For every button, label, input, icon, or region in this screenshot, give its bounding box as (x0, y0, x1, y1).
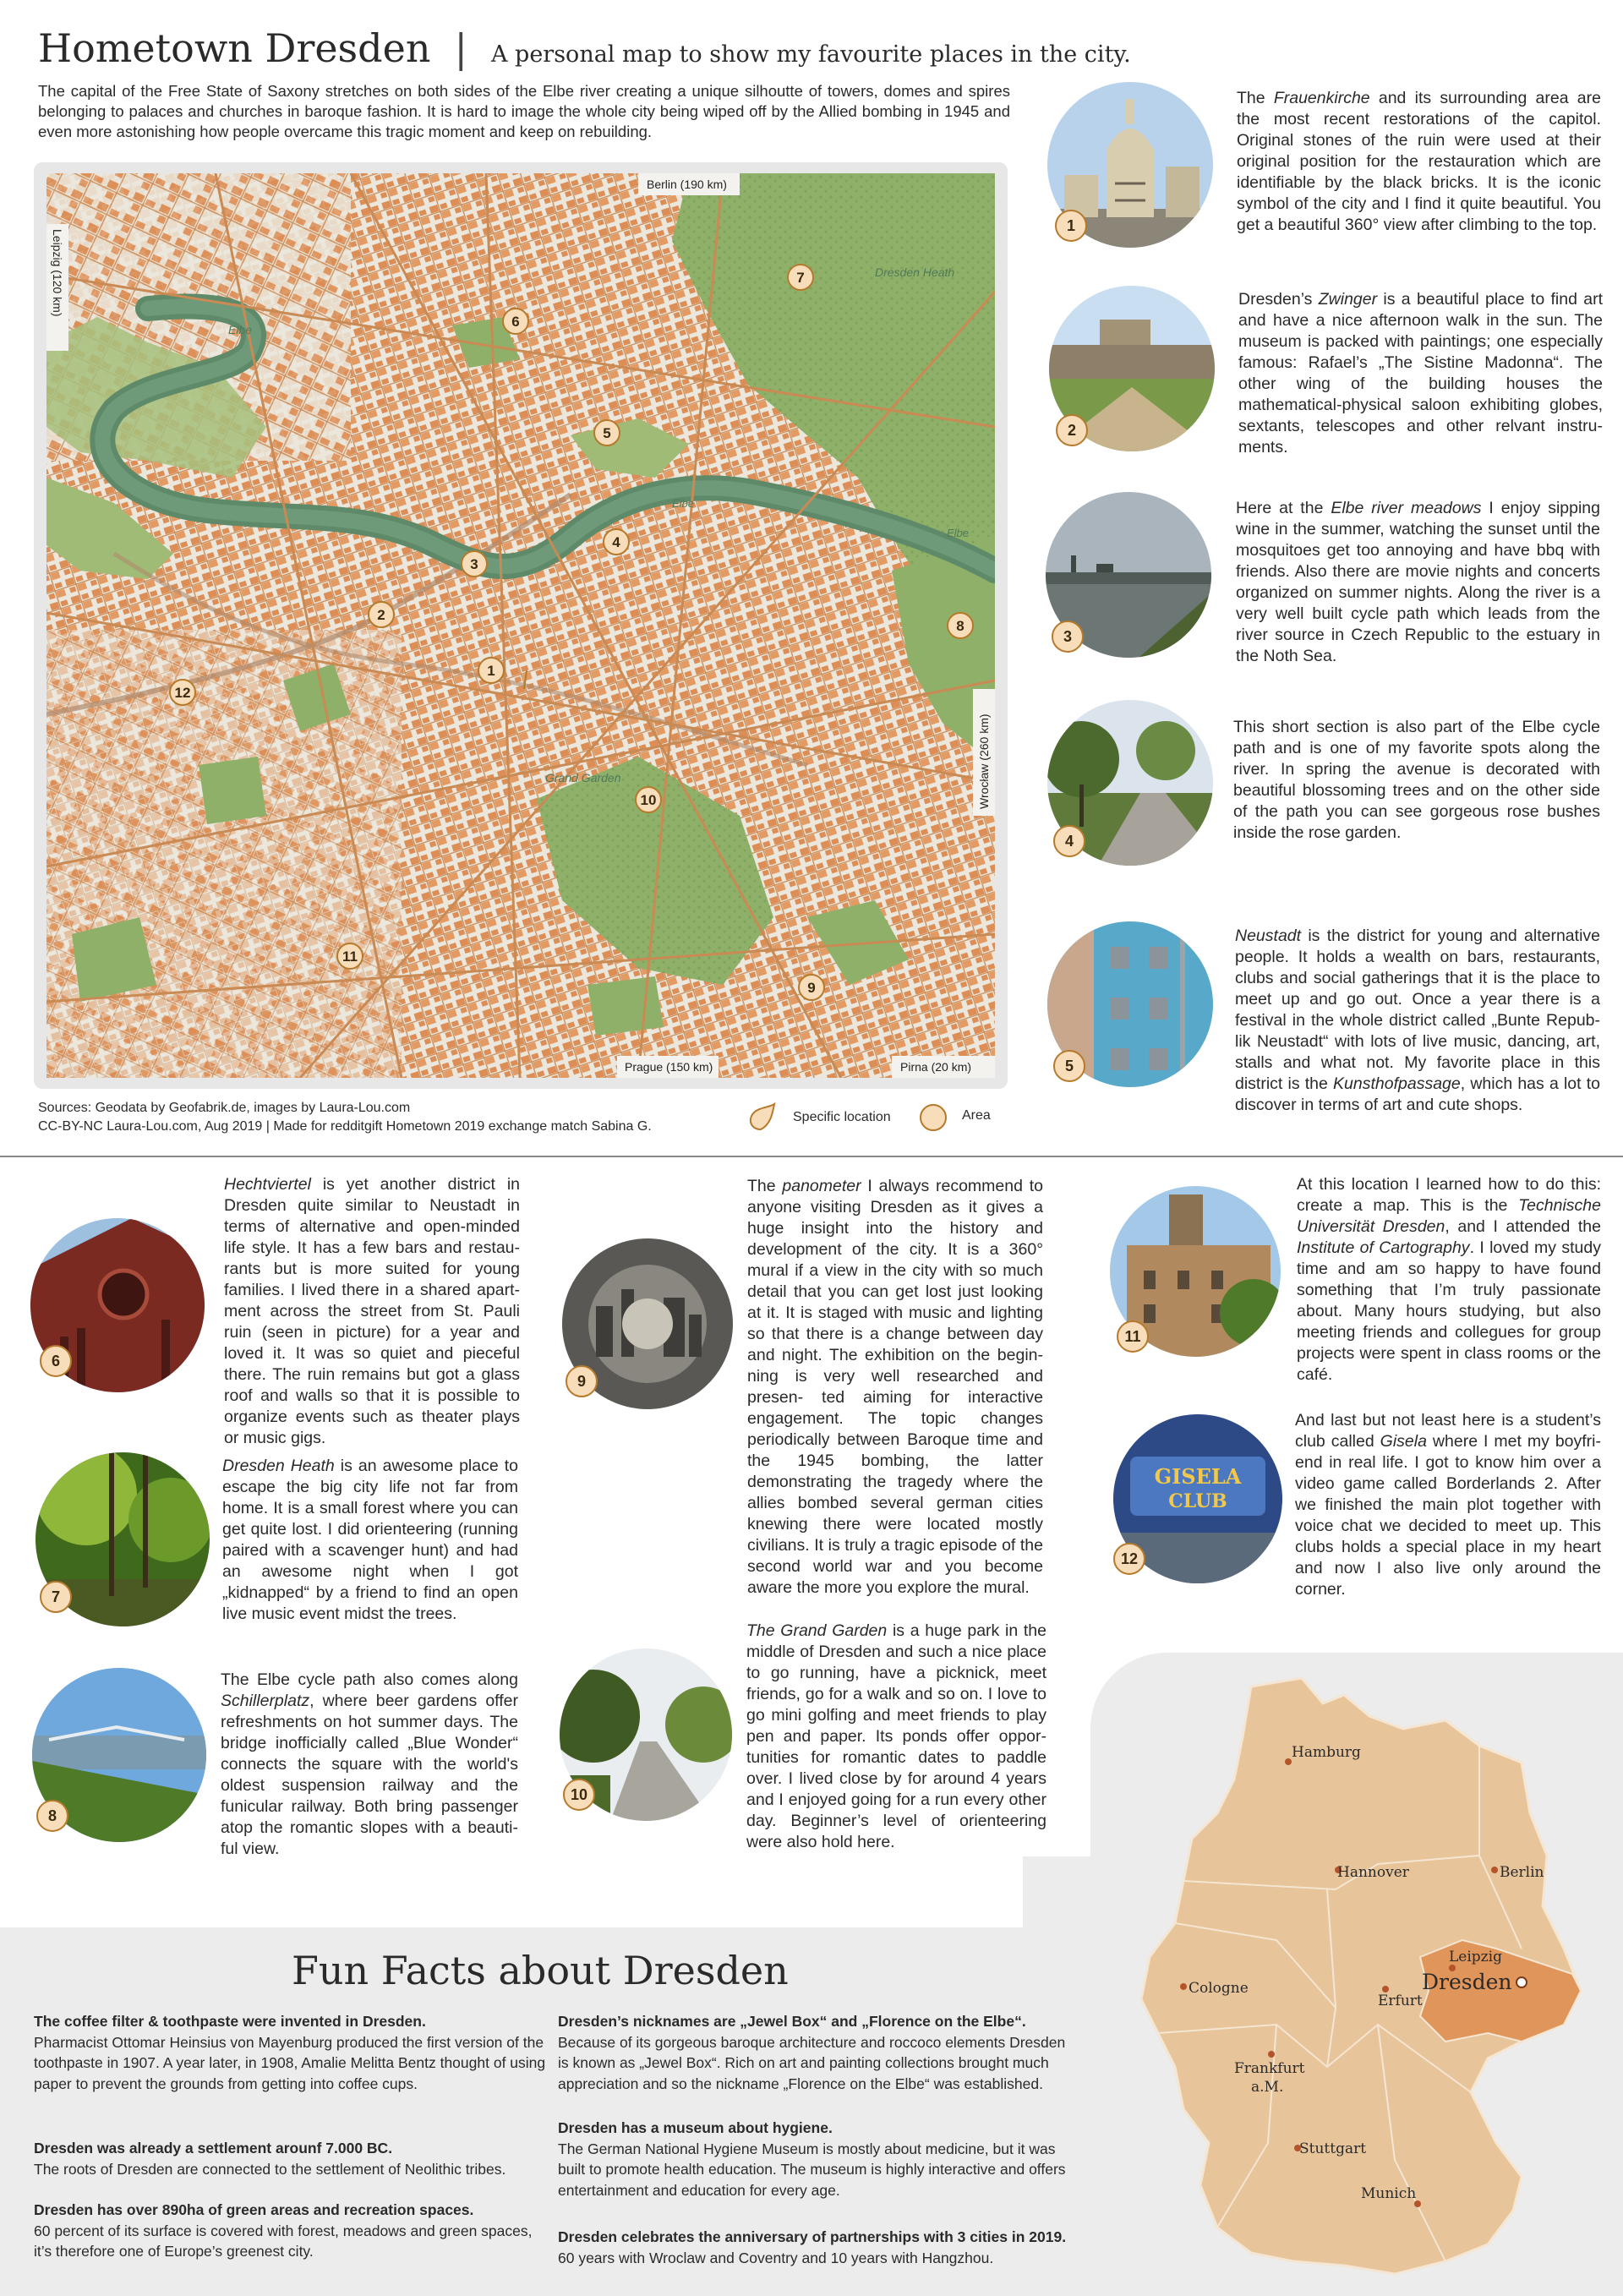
club-sign-text: CLUB (1168, 1490, 1227, 1512)
title-separator: | (454, 25, 467, 71)
city-label-dresden: Dresden (1422, 1970, 1512, 1994)
map-marker-8[interactable] (948, 613, 973, 638)
club-sign-text: GISELA (1154, 1464, 1242, 1489)
map-marker-3[interactable] (462, 551, 487, 577)
map-marker-5[interactable] (594, 420, 620, 446)
map-marker-7[interactable] (788, 265, 813, 290)
direction-southeast: Pirna (20 km) (900, 1060, 972, 1074)
germany-locator-map[interactable] (1124, 1670, 1598, 2291)
river-label: Elbe (672, 497, 695, 510)
fact-item (34, 2200, 549, 2262)
fact-body: 60 years with Wroclaw and Coventry and 10 years with Hangzhou. (558, 2249, 994, 2266)
title-text: Hometown Dresden (38, 25, 431, 71)
city-label: Hamburg (1292, 1744, 1361, 1761)
legend-area-label: Area (962, 1108, 991, 1123)
place-text-neustadt: Neustadt is the district for young and alternative people. It holds a wealth on bars, restaurants, clubs and social gatherings that it is the place to meet up and go out. Once a year there is a festival in the whole district called „Bunte Repub- lik Neustadt“ with lots of live music, dancing, art, stalls and what not. My favorite place in this district is the Kunsthofpassage, which has a lot to discover in terms of art and cute shops. (1235, 927, 1600, 1114)
river-label: Elbe (228, 323, 253, 336)
fact-heading: The coffee filter & toothpaste were invented in Dresden. (34, 2013, 426, 2030)
fact-body: 60 percent of its surface is covered with forest, meadows and green spaces, it’s therefore one of Europe’s greenest city. (34, 2222, 533, 2260)
dresden-dot (1516, 1977, 1527, 1987)
fact-item (558, 2011, 1074, 2094)
photo-number-badge: 3 (1052, 620, 1084, 653)
place-text-tu-dresden: At this location I learned how to do this: create a map. This is the Technische Universität Dresden, and I attended the Institute of Cartography. I loved my study time and am so happy to have found something that I’m truly passionate about. Many hours studying, but also meeting friends and collegues for group projects were spent in class rooms or the café. (1297, 1175, 1601, 1384)
svg-text:6: 6 (511, 314, 520, 330)
fact-body: The roots of Dresden are connected to the settlement of Neolithic tribes. (34, 2160, 506, 2178)
city-label: Cologne (1189, 1980, 1249, 1997)
place-text-hechtviertel: Hechtviertel is yet another district in Dresden quite similar to Neustadt in terms of alternative and open-minded life style. It has a few bars and restau- rants but is more suited for young families. I lived there in a shared apart- ment across the street from St. Pauli ruin (seen in picture) for a year and loved it. It was so quiet and pieceful there. The ruin remains but got a glass roof and walls so that it is possible to organize events such as theater plays or music gigs. (224, 1175, 520, 1447)
svg-text:7: 7 (796, 270, 805, 286)
fact-body: Because of its gorgeous baroque architecture and roccoco elements Dresden is known as „Jewel Box“. Rich on art and painting collections brought much appreciation and so the nickname „Florence on the Elbe“ was established. (558, 2033, 1066, 2092)
fact-item (34, 2138, 549, 2179)
intro-text: The capital of the Free State of Saxony stretches on both sides of the Elbe river creating a unique silhoutte of towers, domes and spires belonging to palaces and churches in baroque fashion. It is hard to image the whole city being wiped off by the Allied bombing in 1945 and even more astonishing how people overcame this tragic moment and keep on rebuilding. (38, 82, 1010, 140)
svg-text:1: 1 (487, 663, 495, 679)
svg-text:8: 8 (956, 618, 965, 634)
city-label: Berlin (1500, 1864, 1544, 1881)
legend-specific-label: Specific location (793, 1110, 891, 1124)
photo-number-badge: 8 (36, 1800, 68, 1832)
direction-west: Leipzig (120 km) (51, 229, 64, 317)
dresden-map[interactable] (46, 173, 995, 1078)
svg-text:2: 2 (377, 607, 385, 623)
svg-text:11: 11 (342, 948, 358, 965)
legend-area-icon (918, 1102, 948, 1133)
place-text-club-gisela: And last but not least here is a student’s club called Gisela where I met my boyfri- end in real life. I got to know him over a video game called Borderlands 2. After we finished the main plot together with voice chat we decided to meet up. This clubs holds a special place in my heart and now I also live only around the corner. (1295, 1411, 1602, 1599)
svg-text:10: 10 (640, 792, 657, 808)
fact-body: Pharmacist Ottomar Heinsius von Mayenburg produced the first version of the toothpaste in 1907. A year later, in 1908, Amalie Melitta Bentz thought of using paper to prevent the grounds from getting into coffee cups. (34, 2033, 546, 2092)
map-marker-12[interactable] (170, 680, 195, 705)
fact-heading: Dresden has a museum about hygiene. (558, 2119, 833, 2136)
area-label-garden: Grand Garden (545, 771, 621, 784)
photo-number-badge: 12 (1113, 1543, 1145, 1575)
city-label: a.M. (1251, 2079, 1284, 2096)
map-marker-6[interactable] (503, 309, 528, 334)
subtitle: A personal map to show my favourite places in the city. (490, 41, 1131, 68)
map-marker-10[interactable] (636, 787, 661, 812)
place-text-cycle-avenue: This short section is also part of the Elbe cycle path and is one of my favorite spots along the river. In spring the avenue is decorated with beautiful blossoming trees and on the other side of the path you can see gorgeous rose bushes inside the rose garden. (1233, 718, 1600, 842)
svg-text:3: 3 (470, 556, 478, 572)
fact-item (34, 2011, 549, 2094)
license-line: CC-BY-NC Laura-Lou.com, Aug 2019 | Made for redditgift Hometown 2019 exchange match Sabina G. (38, 1119, 652, 1134)
photo-number-badge: 10 (563, 1779, 595, 1811)
area-label-heath: Dresden Heath (875, 265, 955, 279)
svg-text:5: 5 (603, 425, 611, 441)
fact-heading: Dresden celebrates the anniversary of partnerships with 3 cities in 2019. (558, 2228, 1067, 2245)
photo-number-badge: 2 (1056, 414, 1088, 446)
direction-north: Berlin (190 km) (647, 178, 727, 191)
photo-number-badge: 6 (40, 1345, 72, 1377)
svg-text:9: 9 (807, 980, 816, 996)
photo-number-badge: 9 (566, 1365, 598, 1397)
photo-number-badge: 5 (1053, 1050, 1085, 1082)
svg-text:12: 12 (174, 685, 191, 701)
fact-heading: Dresden’s nicknames are „Jewel Box“ and „Florence on the Elbe“. (558, 2013, 1026, 2030)
fact-heading: Dresden has over 890ha of green areas and recreation spaces. (34, 2201, 474, 2218)
photo-number-badge: 7 (40, 1581, 72, 1613)
city-label: Erfurt (1378, 1993, 1423, 2009)
city-label: Leipzig (1449, 1949, 1502, 1965)
place-text-schillerplatz: The Elbe cycle path also comes along Schillerplatz, where beer gardens offer refreshments on hot summer days. The bridge inofficially called „Blue Wonder“ connects the square with the world's oldest suspension railway and the funicular railway. Both bring passenger atop the romantic slopes with a beauti- ful view. (221, 1670, 518, 1858)
city-label: Stuttgart (1299, 2140, 1367, 2157)
fact-item (558, 2227, 1074, 2268)
map-marker-9[interactable] (799, 975, 824, 1000)
photo-number-badge: 11 (1117, 1320, 1149, 1353)
direction-south: Prague (150 km) (625, 1060, 713, 1074)
map-marker-2[interactable] (369, 602, 394, 627)
place-text-elbe-meadows: Here at the Elbe river meadows I enjoy sipping wine in the summer, watching the sunset until the mosquitoes get too annoying and have bbq with friends. Also there are movie nights and concerts organized on summer nights. Along the river is a very well built cycle path which leads from the river source in Czech Republic to the estuary in the Noth Sea. (1236, 499, 1601, 665)
map-marker-11[interactable] (337, 943, 363, 969)
place-text-dresden-heath: Dresden Heath is an awesome place to escape the big city life not far from home. It is a small forest where you can get quite lost. I did orienteering (running paired with a scavenger hunt) and had an awesome night when I got „kidnapped“ by a friend to find an open live music event midst the trees. (222, 1457, 518, 1623)
sources-line: Sources: Geodata by Geofabrik.de, images by Laura-Lou.com (38, 1101, 411, 1115)
fact-body: The German National Hygiene Museum is mostly about medicine, but it was built to promote health education. The museum is highly interactive and offers entertainment and education for every age. (558, 2140, 1066, 2199)
place-text-grand-garden: The Grand Garden is a huge park in the middle of Dresden and such a nice place to go running, have a picknick, meet friends, go for a walk and so on. I love to go mini golfing and meet friends to play pen and paper. Its ponds offer oppor- tunities for romantic dates to paddle over. I lived close by for around 4 years and I enjoyed going for a run every other day. Beginner’s level of orienteering were also hold here. (746, 1621, 1046, 1851)
direction-east: Wrocław (260 km) (977, 713, 991, 809)
legend-specific-icon (744, 1101, 778, 1134)
city-label: Hannover (1337, 1864, 1409, 1881)
section-divider (0, 1156, 1623, 1157)
map-marker-4[interactable] (604, 529, 629, 555)
page-title (38, 25, 1131, 71)
city-label: Frankfurt (1234, 2060, 1305, 2077)
fact-heading: Dresden was already a settlement arounf 7.000 BC. (34, 2140, 393, 2157)
svg-text:4: 4 (612, 534, 620, 550)
place-text-panometer: The panometer I always recommend to anyone visiting Dresden as it gives a huge insight into the history and development of the city. It is a 360° mural if a view in the city with so much detail that you can get lost just looking at it. It is staged with music and lighting so that there is a change between day and night. The exhibition on the begin- ning is very well researched and presen- ted aiming for interactive engagement. The topic changes periodically between Baroque time and the 1945 bombing, the latter demonstrating the tragedy where the allies bombed several german cities knewing there were located mostly civilians. It is truly a tragic episode of the second world war and you become aware the more you explore the mural. (747, 1177, 1043, 1597)
place-text-frauenkirche: The Frauenkirche and its surrounding area are the most recent restorations of the capitol. Original stones of the ruin were used at their original position for the restauration which are identifiable by the black bricks. It is the iconic symbol of the city and I find it quite beautiful. You get a beautiful 360° view after climbing to the top. (1237, 89, 1601, 234)
photo-number-badge: 4 (1053, 825, 1085, 857)
photo-number-badge: 1 (1055, 210, 1087, 242)
city-label: Munich (1361, 2185, 1417, 2202)
facts-title: Fun Facts about Dresden (292, 1948, 789, 1993)
sources (38, 1099, 652, 1136)
place-text-zwinger: Dresden’s Zwinger is a beautiful place to find art and have a nice afternoon walk in the sun. The museum is packed with paintings; one especially famous: Rafael’s „The Sistine Madonna“. The other wing of the building houses the mathematical-physical saloon exhibiting globes, sextants, telescopes and other relvant instru- ments. (1238, 290, 1603, 456)
fact-item (558, 2118, 1074, 2200)
river-label: Elbe (947, 527, 970, 539)
